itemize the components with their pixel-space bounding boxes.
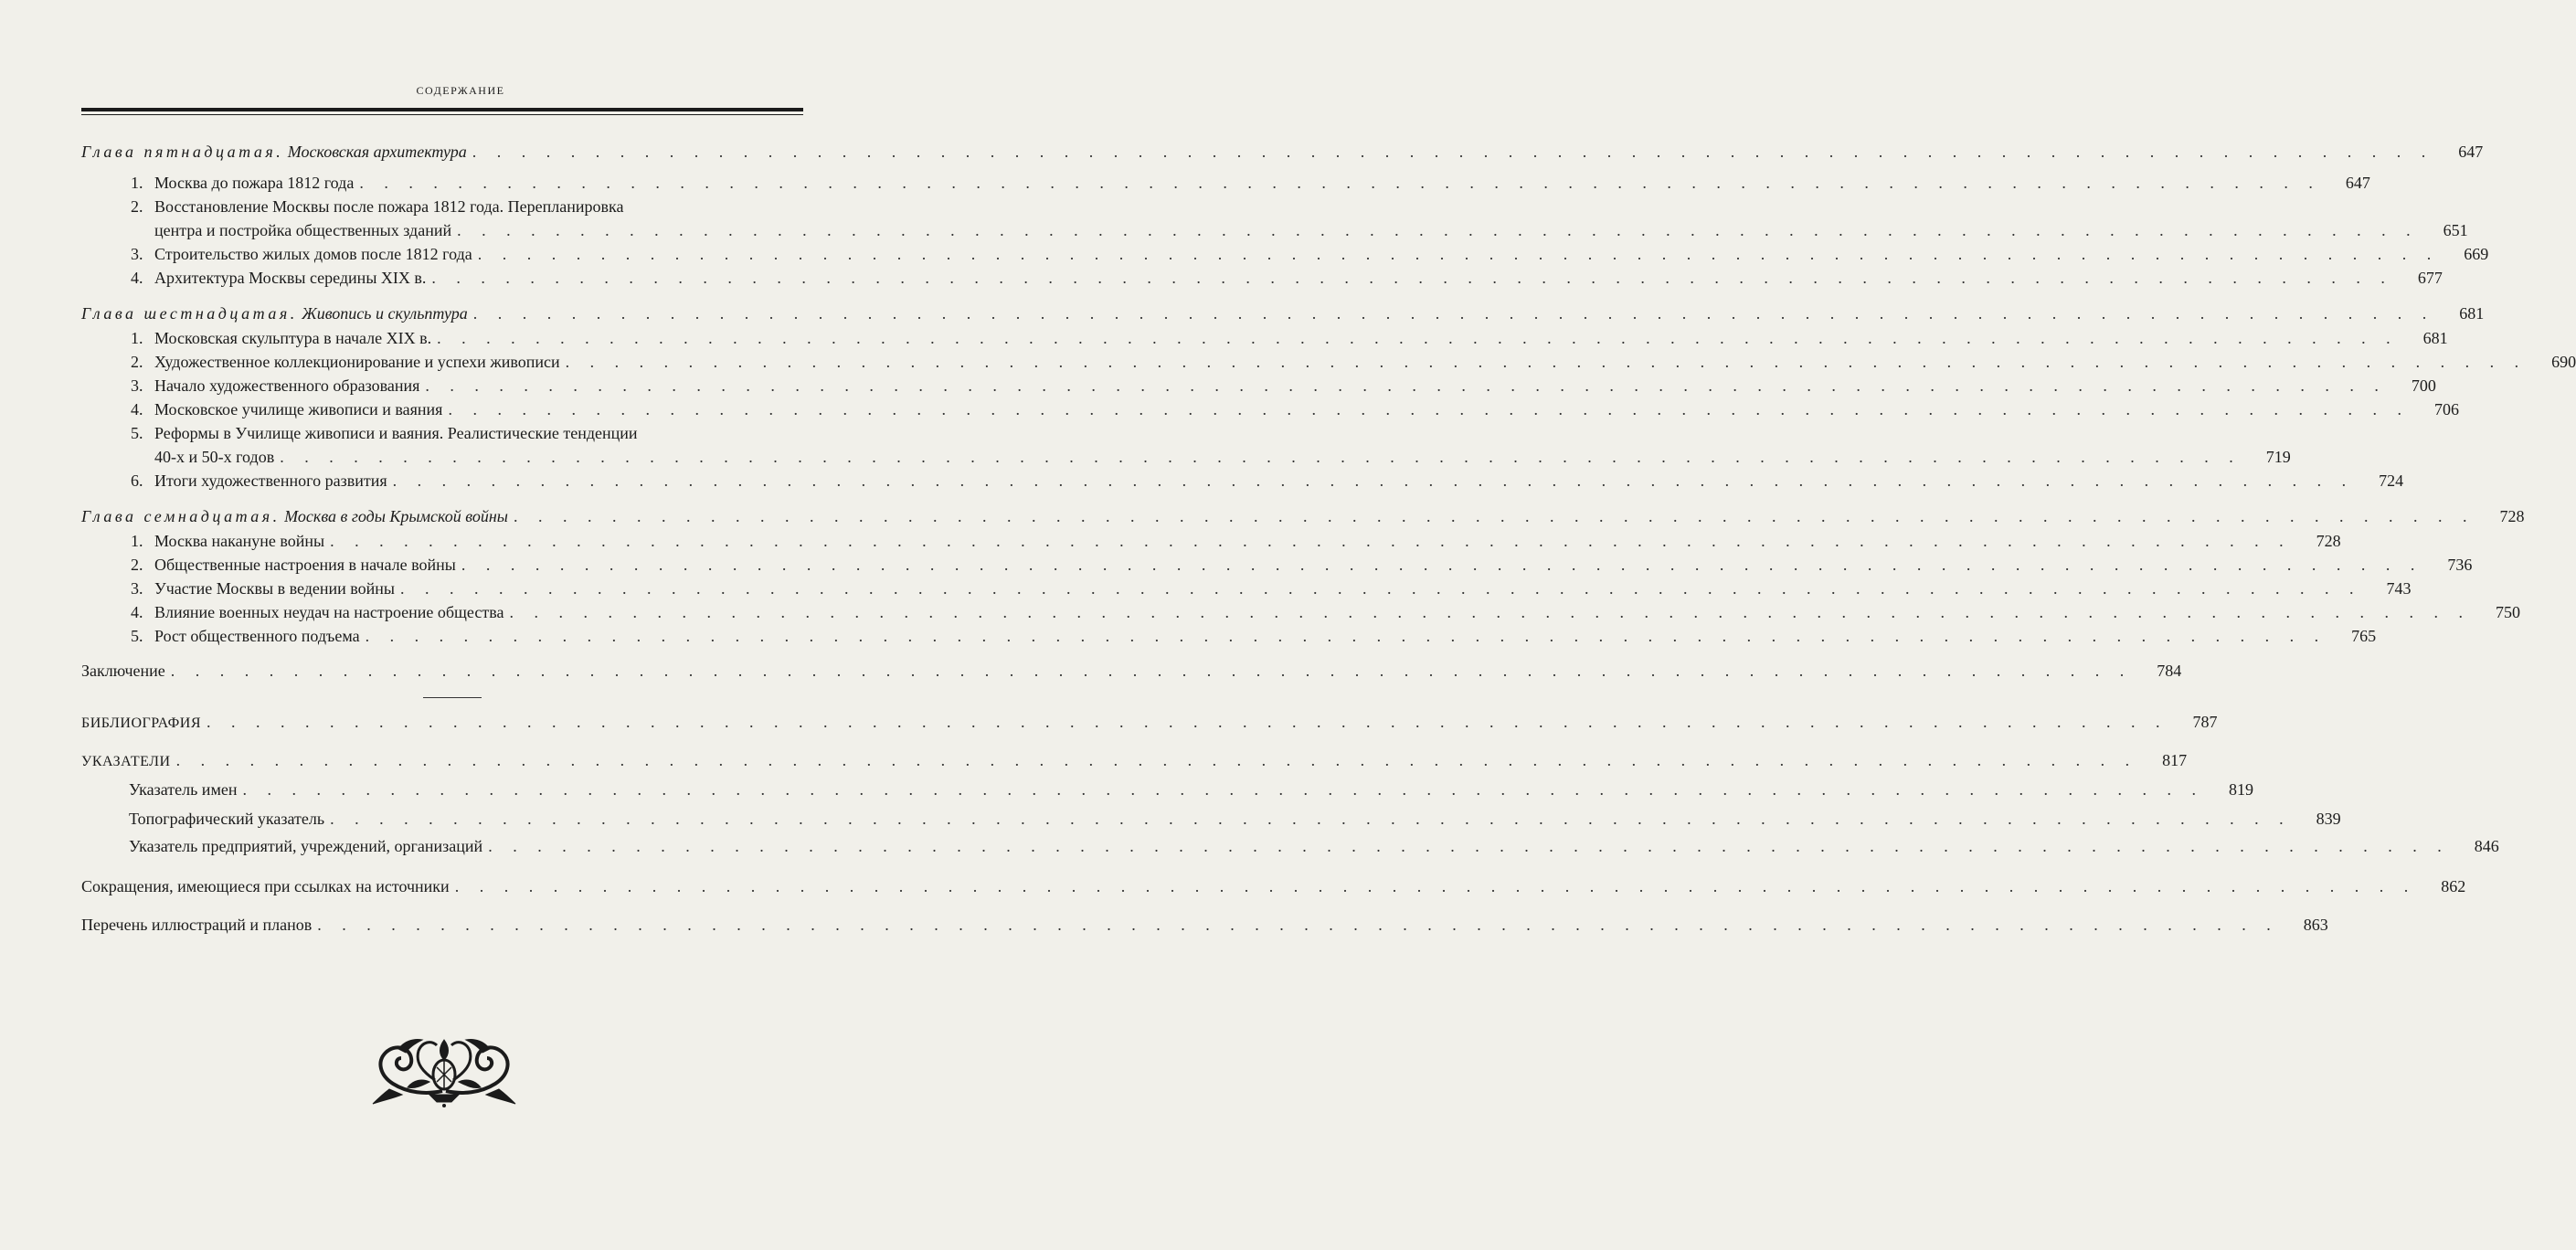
toc-illustrations[interactable] (81, 914, 2328, 936)
bibliography-title: БИБЛИОГРАФИЯ (81, 715, 202, 731)
illustrations-page: 863 (2303, 916, 2328, 934)
section-number: 3. (131, 245, 143, 263)
toc-chapter-16[interactable] (81, 302, 2485, 324)
toc-index-enterprises[interactable] (129, 835, 2499, 857)
section-title: Художественное коллекционирование и успехи живописи (154, 353, 560, 371)
toc-indexes[interactable] (81, 749, 2188, 771)
section-title: Московская скульптура в начале XIX в. (154, 329, 432, 347)
leader-dots: . . . . . . . . . . . . . . . . . . . . . . . . . . . . . . . . . . . . . . . . . . . . . . . . . . . . . . . . . . . . . . . . . . . . . . . . . . . . . . . . (454, 877, 2417, 895)
chapter-17-label: Глава семнадцатая. (81, 507, 281, 525)
conclusion-page: 784 (2157, 662, 2182, 680)
bibliography-page: 787 (2192, 713, 2218, 731)
toc-section-17-4[interactable] (131, 601, 2520, 623)
leader-dots: . . . . . . . . . . . . . . . . . . . . . . . . . . . . . . . . . . . . . . . . . . . . . . . . . . . . . . . . . . . . . . . . . . . . . . . . . . . . . . . . (359, 174, 2321, 192)
index-title: Топографический указатель (129, 810, 325, 828)
section-number: 4. (131, 269, 143, 287)
section-page: 651 (2443, 221, 2468, 239)
leader-dots: . . . . . . . . . . . . . . . . . . . . . . . . . . . . . . . . . . . . . . . . . . . . . . . . . . . . . . . . . . . . . . . . . . . . . . . . . . . . . . . . (461, 556, 2423, 574)
leader-dots: . . . . . . . . . . . . . . . . . . . . . . . . . . . . . . . . . . . . . . . . . . . . . . . . . . . . . . . . . . . . . . . . . . . . . . . . . . . . . . . . (513, 507, 2475, 525)
index-page: 839 (2316, 810, 2341, 828)
section-title: Московское училище живописи и ваяния (154, 400, 443, 418)
abbreviations-page: 862 (2441, 877, 2466, 895)
toc-section-16-3[interactable] (131, 375, 2436, 397)
header-rule-thick (81, 108, 803, 111)
leader-dots: . . . . . . . . . . . . . . . . . . . . . . . . . . . . . . . . . . . . . . . . . . . . . . . . . . . . . . . . . . . . . . . . . . . . . . . . . . . . . . . . (317, 916, 2279, 934)
running-head: СОДЕРЖАНИЕ (416, 84, 505, 97)
toc-section-16-1[interactable] (131, 327, 2448, 349)
section-number: 3. (131, 579, 143, 598)
section-title: Архитектура Москвы середины XIX в. (154, 269, 427, 287)
toc-section-17-5[interactable] (131, 625, 2377, 647)
leader-dots: . . . . . . . . . . . . . . . . . . . . . . . . . . . . . . . . . . . . . . . . . . . . . . . . . . . . . . . . . . . . . . . . . . . . . . . . . . . . . . . . (170, 662, 2133, 680)
section-page: 700 (2411, 376, 2436, 395)
toc-abbreviations[interactable] (81, 875, 2466, 897)
section-number: 2. (131, 556, 143, 574)
section-page: 677 (2417, 269, 2443, 287)
toc-section-15-3[interactable] (131, 243, 2489, 265)
header-rule-thin (81, 114, 803, 115)
section-number: 5. (131, 627, 143, 645)
abbreviations-title: Сокращения, имеющиеся при ссылках на источники (81, 877, 450, 895)
section-page: 681 (2422, 329, 2448, 347)
leader-dots: . . . . . . . . . . . . . . . . . . . . . . . . . . . . . . . . . . . . . . . . . . . . . . . . . . . . . . . . . . . . . . . . . . . . . . . . . . . . . . . . (280, 448, 2242, 466)
section-page: 765 (2351, 627, 2377, 645)
illustrations-title: Перечень иллюстраций и планов (81, 916, 313, 934)
leader-dots: . . . . . . . . . . . . . . . . . . . . . . . . . . . . . . . . . . . . . . . . . . . . . . . . . . . . . . . . . . . . . . . . . . . . . . . . . . . . . . . . (365, 627, 2327, 645)
toc-index-topographic[interactable] (129, 808, 2341, 830)
leader-dots: . . . . . . . . . . . . . . . . . . . . . . . . . . . . . . . . . . . . . . . . . . . . . . . . . . . . . . . . . . . . . . . . . . . . . . . . . . . . . . . . (431, 269, 2393, 287)
floral-ornament-icon (371, 1034, 517, 1107)
toc-section-15-4[interactable] (131, 267, 2443, 289)
chapter-15-title: Московская архитектура (283, 143, 467, 161)
section-title: Строительство жилых домов после 1812 года (154, 245, 472, 263)
section-page: 719 (2265, 448, 2291, 466)
toc-section-15-2[interactable] (154, 219, 2468, 241)
toc-section-17-2[interactable] (131, 554, 2473, 576)
index-title: Указатель имен (129, 780, 238, 799)
toc-section-16-6[interactable] (131, 470, 2404, 492)
toc-section-16-5[interactable] (154, 446, 2291, 468)
section-title: Общественные настроения в начале войны (154, 556, 456, 574)
toc-section-15-1[interactable] (131, 172, 2370, 194)
section-number: 2. (131, 353, 143, 371)
section-title: Влияние военных неудач на настроение общества (154, 603, 504, 621)
chapter-17-page: 728 (2499, 507, 2525, 525)
section-number: 3. (131, 376, 143, 395)
section-title: Итоги художественного развития (154, 471, 387, 490)
section-number: 5. (131, 424, 143, 442)
section-title-cont: 40-х и 50-х годов (154, 448, 275, 466)
chapter-15-page: 647 (2458, 143, 2484, 161)
leader-dots: . . . . . . . . . . . . . . . . . . . . . . . . . . . . . . . . . . . . . . . . . . . . . . . . . . . . . . . . . . . . . . . . . . . . . . . . . . . . . . . . (330, 532, 2292, 550)
indexes-title: УКАЗАТЕЛИ (81, 754, 171, 769)
toc-index-names[interactable] (129, 779, 2253, 800)
section-number: 1. (131, 174, 143, 192)
leader-dots: . . . . . . . . . . . . . . . . . . . . . . . . . . . . . . . . . . . . . . . . . . . . . . . . . . . . . . . . . . . . . . . . . . . . . . . . . . . . . . . . (472, 304, 2435, 323)
section-number: 2. (131, 197, 143, 216)
toc-chapter-15[interactable] (81, 141, 2484, 163)
section-title: Москва накануне войны (154, 532, 325, 550)
toc-chapter-17[interactable] (81, 505, 2525, 527)
leader-dots: . . . . . . . . . . . . . . . . . . . . . . . . . . . . . . . . . . . . . . . . . . . . . . . . . . . . . . . . . . . . . . . . . . . . . . . . . . . . . . . . (488, 837, 2450, 855)
section-number: 1. (131, 532, 143, 550)
leader-dots: . . . . . . . . . . . . . . . . . . . . . . . . . . . . . . . . . . . . . . . . . . . . . . . . . . . . . . . . . . . . . . . . . . . . . . . . . . . . . . . . (207, 713, 2168, 731)
section-page: 750 (2495, 603, 2520, 621)
leader-dots: . . . . . . . . . . . . . . . . . . . . . . . . . . . . . . . . . . . . . . . . . . . . . . . . . . . . . . . . . . . . . . . . . . . . . . . . . . . . . . . . (457, 221, 2419, 239)
index-page: 846 (2474, 837, 2499, 855)
section-page: 743 (2386, 579, 2412, 598)
chapter-15-label: Глава пятнадцатая. (81, 143, 284, 161)
section-page: 736 (2447, 556, 2473, 574)
section-title: Участие Москвы в ведении войны (154, 579, 396, 598)
section-number: 1. (131, 329, 143, 347)
leader-dots: . . . . . . . . . . . . . . . . . . . . . . . . . . . . . . . . . . . . . . . . . . . . . . . . . . . . . . . . . . . . . . . . . . . . . . . . . . . . . . . . (392, 471, 2355, 490)
section-page: 724 (2379, 471, 2404, 490)
leader-dots: . . . . . . . . . . . . . . . . . . . . . . . . . . . . . . . . . . . . . . . . . . . . . . . . . . . . . . . . . . . . . . . . . . . . . . . . . . . . . . . . (477, 245, 2440, 263)
toc-section-15-2-line1[interactable] (131, 196, 623, 217)
leader-dots: . . . . . . . . . . . . . . . . . . . . . . . . . . . . . . . . . . . . . . . . . . . . . . . . . . . . . . . . . . . . . . . . . . . . . . . . . . . . . . . . (437, 329, 2399, 347)
conclusion-title: Заключение (81, 662, 165, 680)
chapter-16-title: Живопись и скульптура (297, 304, 468, 323)
leader-dots: . . . . . . . . . . . . . . . . . . . . . . . . . . . . . . . . . . . . . . . . . . . . . . . . . . . . . . . . . . . . . . . . . . . . . . . . . . . . . . . . (175, 751, 2138, 769)
leader-dots: . . . . . . . . . . . . . . . . . . . . . . . . . . . . . . . . . . . . . . . . . . . . . . . . . . . . . . . . . . . . . . . . . . . . . . . . . . . . . . . . (425, 376, 2387, 395)
chapter-17-title: Москва в годы Крымской войны (280, 507, 508, 525)
section-number: 4. (131, 400, 143, 418)
toc-bibliography[interactable] (81, 711, 2218, 733)
index-title: Указатель предприятий, учреждений, организаций (129, 837, 483, 855)
section-page: 690 (2551, 353, 2576, 371)
section-title: Реформы в Училище живописи и ваяния. Реалистические тенденции (154, 424, 638, 442)
section-title: Рост общественного подъема (154, 627, 360, 645)
section-page: 647 (2345, 174, 2370, 192)
section-page: 669 (2464, 245, 2489, 263)
toc-section-17-1[interactable] (131, 530, 2341, 552)
toc-section-16-5-line1[interactable] (131, 422, 638, 444)
toc-section-16-2[interactable] (131, 351, 2576, 373)
chapter-16-label: Глава шестнадцатая. (81, 304, 298, 323)
section-divider (423, 697, 482, 698)
leader-dots: . . . . . . . . . . . . . . . . . . . . . . . . . . . . . . . . . . . . . . . . . . . . . . . . . . . . . . . . . . . . . . . . . . . . . . . . . . . . . . . . (242, 780, 2204, 799)
toc-section-16-4[interactable] (131, 398, 2459, 420)
section-number: 4. (131, 603, 143, 621)
leader-dots: . . . . . . . . . . . . . . . . . . . . . . . . . . . . . . . . . . . . . . . . . . . . . . . . . . . . . . . . . . . . . . . . . . . . . . . . . . . . . . . . (565, 353, 2528, 371)
leader-dots: . . . . . . . . . . . . . . . . . . . . . . . . . . . . . . . . . . . . . . . . . . . . . . . . . . . . . . . . . . . . . . . . . . . . . . . . . . . . . . . . (330, 810, 2292, 828)
section-page: 706 (2433, 400, 2459, 418)
index-page: 819 (2228, 780, 2253, 799)
section-title: Москва до пожара 1812 года (154, 174, 355, 192)
section-number: 6. (131, 471, 143, 490)
leader-dots: . . . . . . . . . . . . . . . . . . . . . . . . . . . . . . . . . . . . . . . . . . . . . . . . . . . . . . . . . . . . . . . . . . . . . . . . . . . . . . . . (509, 603, 2471, 621)
section-title-cont: центра и постройка общественных зданий (154, 221, 452, 239)
leader-dots: . . . . . . . . . . . . . . . . . . . . . . . . . . . . . . . . . . . . . . . . . . . . . . . . . . . . . . . . . . . . . . . . . . . . . . . . . . . . . . . . (400, 579, 2362, 598)
section-page: 728 (2316, 532, 2341, 550)
chapter-16-page: 681 (2459, 304, 2485, 323)
leader-dots: . . . . . . . . . . . . . . . . . . . . . . . . . . . . . . . . . . . . . . . . . . . . . . . . . . . . . . . . . . . . . . . . . . . . . . . . . . . . . . . . (472, 143, 2434, 161)
toc-conclusion[interactable] (81, 660, 2182, 682)
section-title: Начало художественного образования (154, 376, 420, 395)
indexes-page: 817 (2162, 751, 2188, 769)
leader-dots: . . . . . . . . . . . . . . . . . . . . . . . . . . . . . . . . . . . . . . . . . . . . . . . . . . . . . . . . . . . . . . . . . . . . . . . . . . . . . . . . (448, 400, 2410, 418)
toc-section-17-3[interactable] (131, 577, 2412, 599)
section-title: Восстановление Москвы после пожара 1812 года. Перепланировка (154, 197, 624, 216)
